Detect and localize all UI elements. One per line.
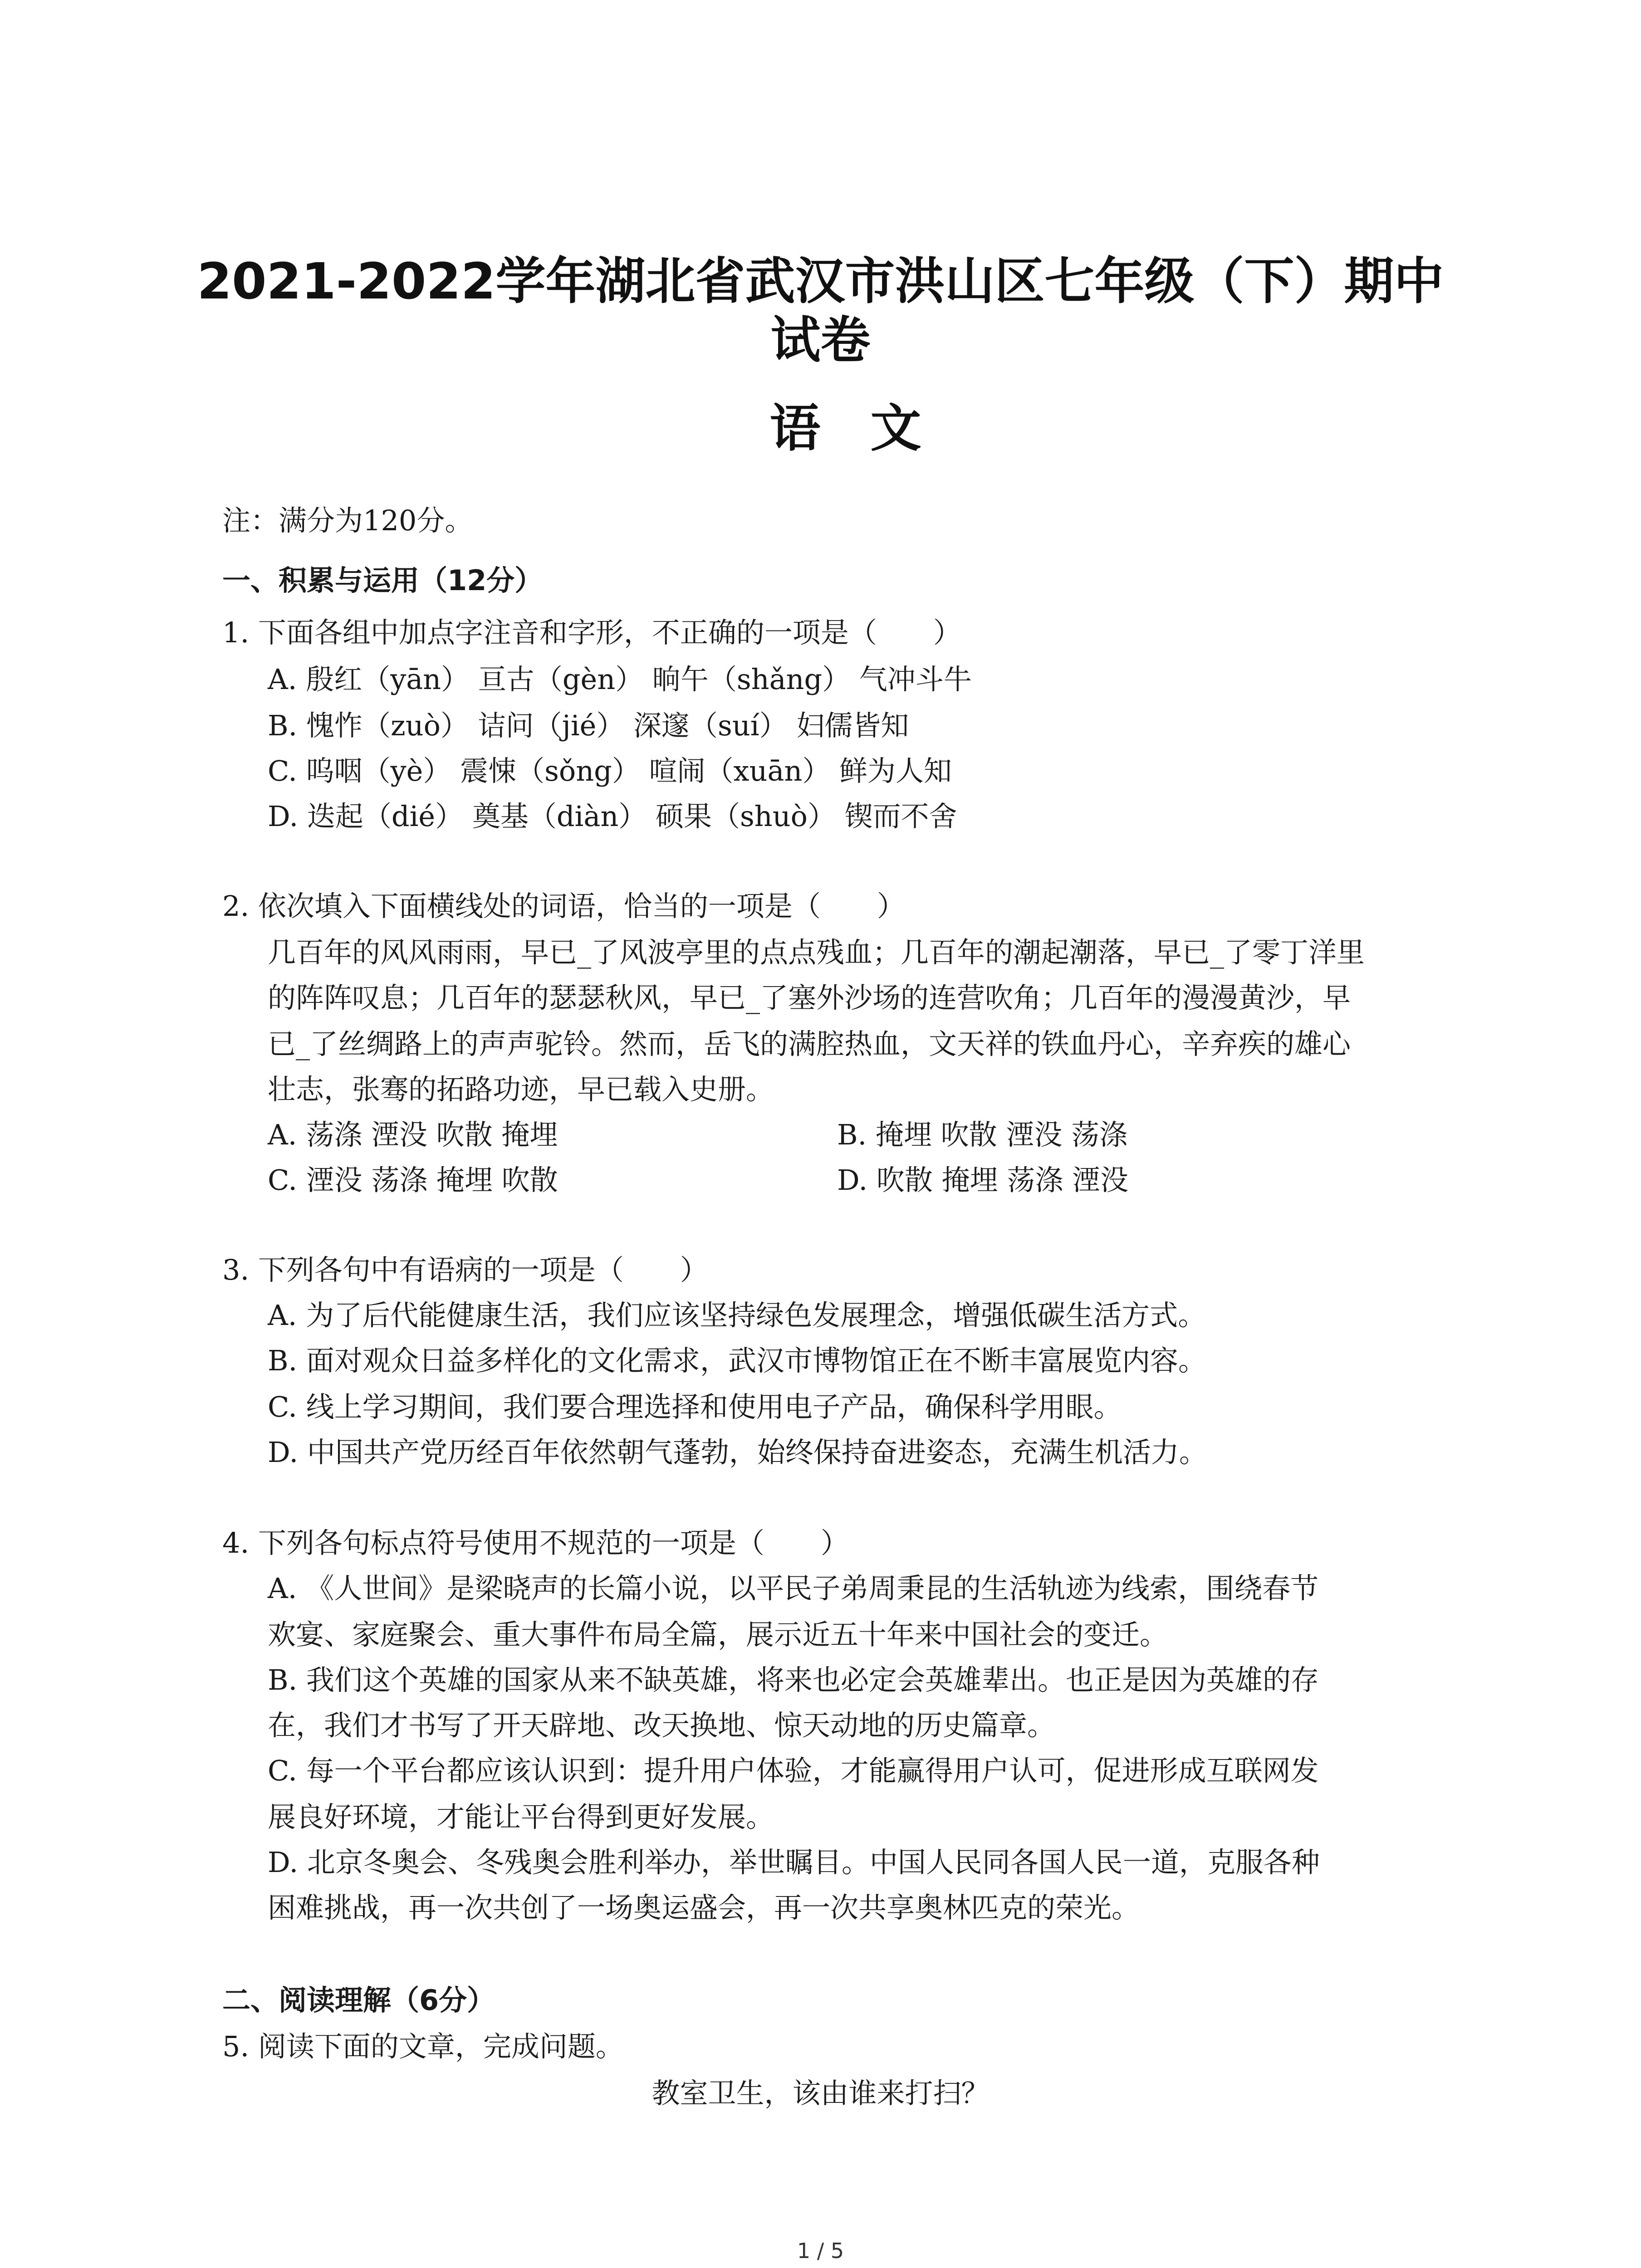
q2-passage-line1: 几百年的风风雨雨，早已_了风波亭里的点点残血；几百年的潮起潮落，早已_了零丁洋里: [268, 936, 1365, 969]
q2-passage-line3: 已_了丝绸路上的声声驼铃。然而，岳飞的满腔热血，文天祥的铁血丹心，辛弃疾的雄心: [268, 1027, 1351, 1061]
q1-stem: 1. 下面各组中加点字注音和字形，不正确的一项是（ ）: [222, 616, 961, 649]
q2-option-b: B. 掩埋 吹散 湮没 荡涤: [837, 1118, 1128, 1151]
q5-stem: 5. 阅读下面的文章，完成问题。: [222, 2030, 624, 2063]
q3-option-d: D. 中国共产党历经百年依然朝气蓬勃，始终保持奋进姿态，充满生机活力。: [268, 1436, 1207, 1469]
page-number: 1 / 5: [797, 2239, 844, 2263]
q2-option-a: A. 荡涤 湮没 吹散 掩埋: [268, 1118, 558, 1151]
q1-option-b: B. 愧怍（zuò） 诘问（jié） 深邃（suí） 妇儒皆知: [268, 709, 909, 742]
q1-option-d: D. 迭起（dié） 奠基（diàn） 硕果（shuò） 锲而不舍: [268, 800, 957, 833]
q2-option-d: D. 吹散 掩埋 荡涤 湮没: [837, 1163, 1129, 1197]
q2-option-c: C. 湮没 荡涤 掩埋 吹散: [268, 1163, 558, 1197]
q3-option-a: A. 为了后代能健康生活，我们应该坚持绿色发展理念，增强低碳生活方式。: [268, 1299, 1206, 1332]
q4-line4: 在，我们才书写了开天辟地、改天换地、惊天动地的历史篇章。: [268, 1709, 1056, 1742]
q4-line6: 展良好环境，才能让平台得到更好发展。: [268, 1800, 774, 1833]
exam-title-line1: 2021-2022学年湖北省武汉市洪山区七年级（下）期中: [197, 252, 1444, 310]
q4-line1: A. 《人世间》是梁晓声的长篇小说，以平民子弟周秉昆的生活轨迹为线索，围绕春节: [268, 1572, 1319, 1605]
q4-line5: C. 每一个平台都应该认识到：提升用户体验，才能赢得用户认可，促进形成互联网发: [268, 1754, 1319, 1787]
q3-stem: 3. 下列各句中有语病的一项是（ ）: [222, 1253, 708, 1286]
q2-passage-line4: 壮志，张骞的拓路功迹，早已载入史册。: [268, 1073, 774, 1106]
q4-line3: B. 我们这个英雄的国家从来不缺英雄，将来也必定会英雄辈出。也正是因为英雄的存: [268, 1663, 1319, 1696]
exam-title-line2: 试卷: [770, 311, 871, 369]
q3-option-b: B. 面对观众日益多样化的文化需求，武汉市博物馆正在不断丰富展览内容。: [268, 1344, 1206, 1377]
q3-option-c: C. 线上学习期间，我们要合理选择和使用电子产品，确保科学用眼。: [268, 1390, 1122, 1423]
q4-line2: 欢宴、家庭聚会、重大事件布局全篇，展示近五十年来中国社会的变迁。: [268, 1618, 1168, 1651]
q4-line7: D. 北京冬奥会、冬残奥会胜利举办，举世瞩目。中国人民同各国人民一道，克服各种: [268, 1846, 1320, 1879]
subject-title: 语文: [769, 399, 971, 458]
q4-line8: 困难挑战，再一次共创了一场奥运盛会，再一次共享奥林匹克的荣光。: [268, 1891, 1140, 1924]
article-title: 教室卫生，该由谁来打扫？: [652, 2077, 989, 2110]
section1-heading: 一、积累与运用（12分）: [222, 564, 543, 597]
q1-option-c: C. 呜咽（yè） 震悚（sǒng） 喧闹（xuān） 鲜为人知: [268, 754, 952, 787]
q2-stem: 2. 依次填入下面横线处的词语，恰当的一项是（ ）: [222, 890, 905, 923]
q2-passage-line2: 的阵阵叹息；几百年的瑟瑟秋风，早已_了塞外沙场的连营吹角；几百年的漫漫黄沙，早: [268, 981, 1351, 1014]
section2-heading: 二、阅读理解（6分）: [222, 1984, 495, 2017]
q1-option-a: A. 殷红（yān） 亘古（gèn） 晌午（shǎng） 气冲斗牛: [268, 663, 972, 696]
q4-stem: 4. 下列各句标点符号使用不规范的一项是（ ）: [222, 1526, 849, 1559]
score-note: 注：满分为120分。: [222, 504, 473, 537]
